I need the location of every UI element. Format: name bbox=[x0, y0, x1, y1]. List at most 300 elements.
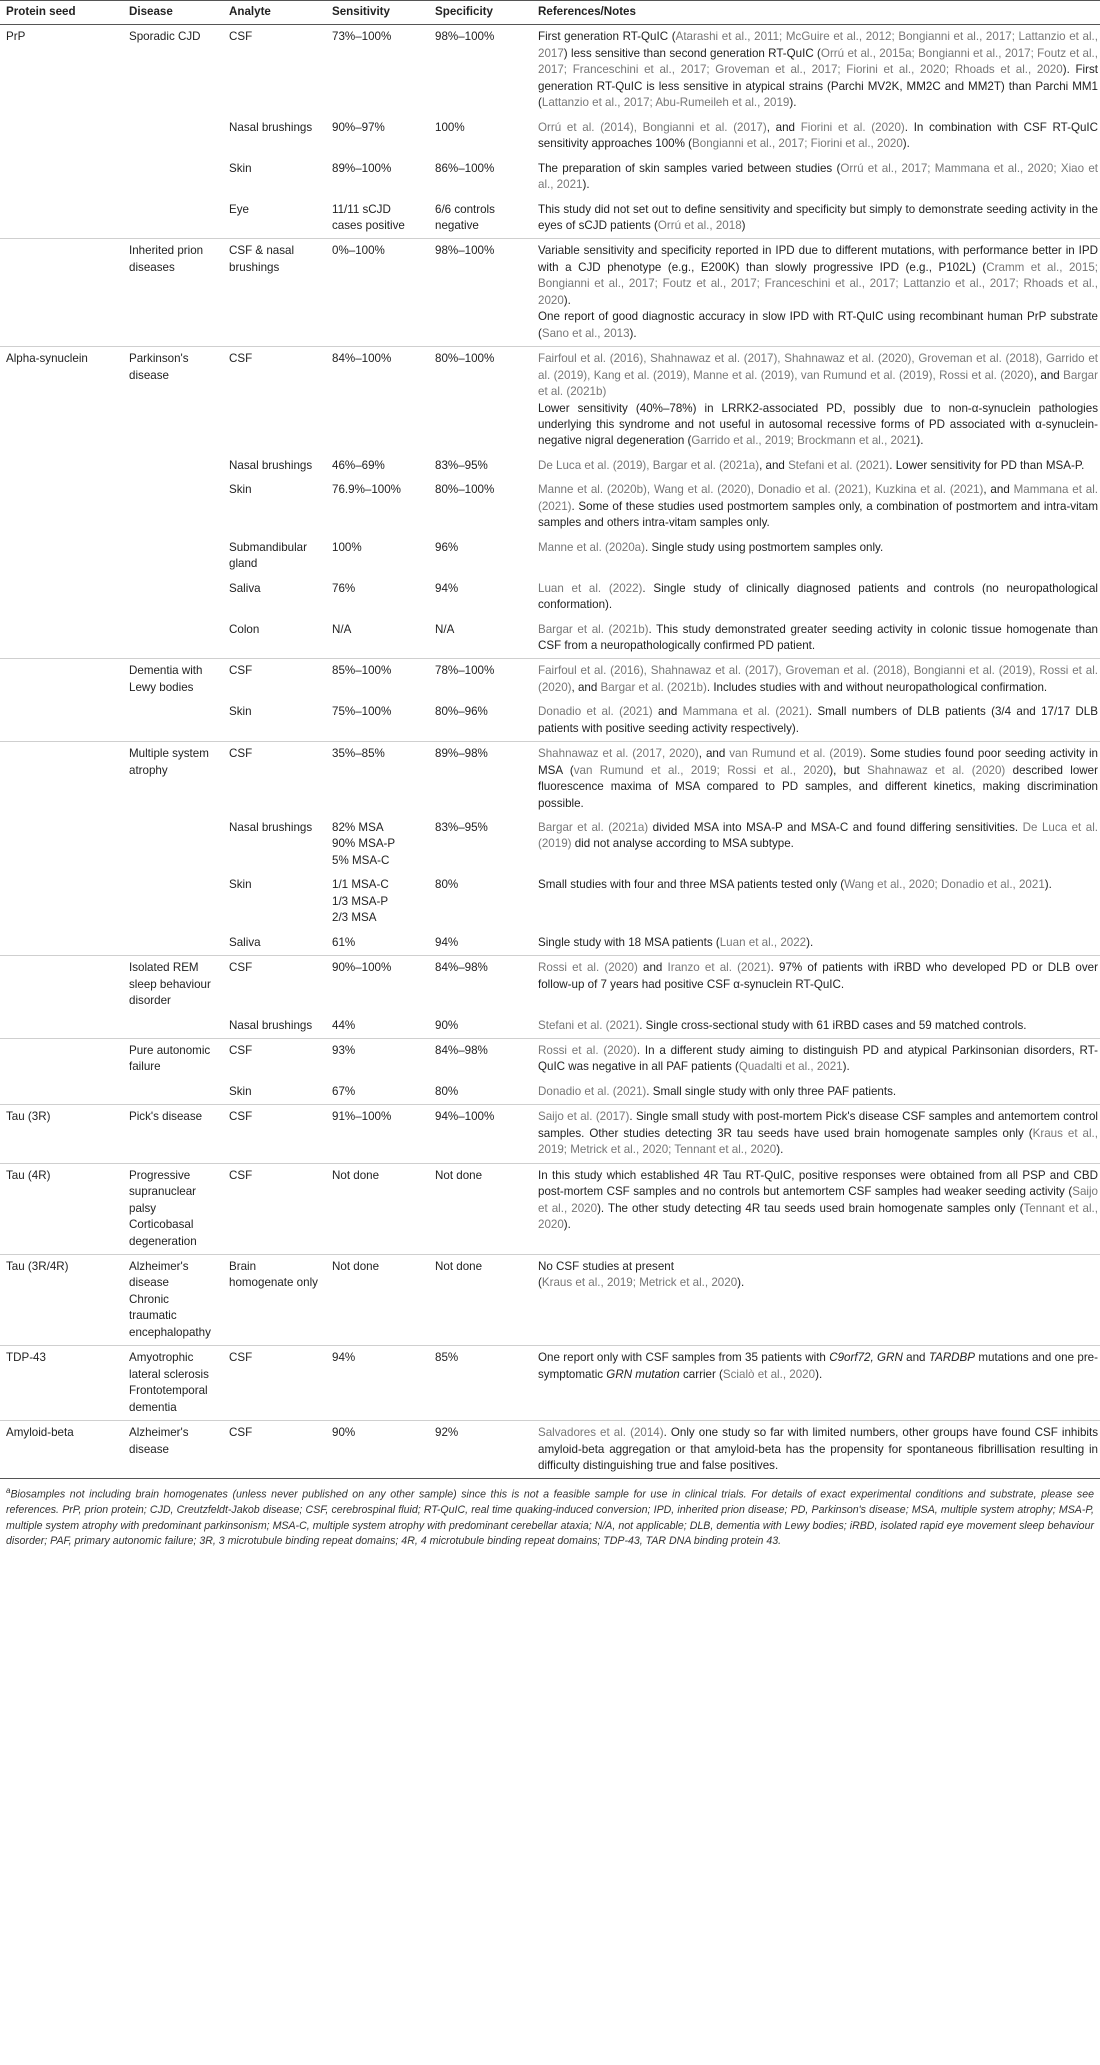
cell-analyte: Eye bbox=[229, 202, 249, 216]
cell-sensitivity: 90%–100% bbox=[326, 956, 429, 1014]
note-text: Small studies with four and three MSA patients tested only ( bbox=[538, 878, 845, 892]
cell-sensitivity: 100% bbox=[332, 540, 362, 554]
reference-citation: Rossi et al. (2020) bbox=[538, 1044, 637, 1058]
cell-specificity: Not done bbox=[429, 1255, 532, 1346]
cell-protein-seed bbox=[0, 577, 123, 618]
cell-protein-seed bbox=[0, 1039, 123, 1080]
cell-specificity: 83%–95% bbox=[435, 458, 488, 472]
note-text: ). bbox=[815, 1367, 823, 1381]
cell-disease: Sporadic CJD bbox=[129, 30, 201, 44]
cell-specificity: 84%–98% bbox=[429, 956, 532, 1014]
cell-notes bbox=[532, 347, 1100, 454]
table-row bbox=[0, 1163, 1100, 1254]
cell-sensitivity: 82% MSA 90% MSA-P 5% MSA-C bbox=[332, 821, 396, 867]
reference-citation: Orrú et al. (2014), Bongianni et al. (2017) bbox=[538, 120, 767, 134]
note-text: . 97% of patients with iRBD who developed PD or DLB over follow-up of 7 years had positive CSF α-synuclein RT-QuIC. bbox=[538, 961, 1098, 991]
cell-analyte: CSF bbox=[223, 742, 326, 816]
note-text: ). bbox=[842, 1060, 850, 1074]
note-text: ). bbox=[563, 1218, 571, 1232]
table-row bbox=[0, 478, 1100, 535]
cell-analyte: Submandibular gland bbox=[229, 540, 307, 571]
cell-disease bbox=[123, 577, 223, 618]
cell-disease bbox=[123, 1080, 223, 1105]
cell-disease: Pure autonomic failure bbox=[123, 1039, 223, 1080]
reference-citation: van Rumund et al. (2019) bbox=[729, 747, 863, 761]
cell-analyte: Nasal brushings bbox=[229, 1018, 313, 1032]
note-text: . Only one study so far with limited numbers, other groups have found CSF inhibits amyloid-beta aggregation or that amyloid-beta has the propensity for spontaneous fibrillisation resulting in difficulty distinguishing true and false positives. bbox=[538, 1426, 1098, 1472]
cell-disease bbox=[123, 157, 223, 198]
note-text: GRN mutation bbox=[606, 1367, 680, 1381]
table-row bbox=[0, 659, 1100, 700]
cell-disease: Isolated REM sleep behaviour disorder bbox=[123, 956, 223, 1014]
cell-specificity: 94% bbox=[435, 935, 459, 949]
cell-notes bbox=[532, 25, 1100, 116]
cell-specificity: 6/6 controls negative bbox=[435, 202, 495, 232]
note-text: described lower fluorescence maxima of MSA compared to PD samples, and different kinetics, making discrimination possible. bbox=[538, 763, 1098, 810]
reference-citation: Bongianni et al., 2017; Fiorini et al., 2020 bbox=[692, 137, 903, 151]
cell-sensitivity: 73%–100% bbox=[332, 30, 392, 44]
cell-disease bbox=[123, 536, 223, 577]
note-text: One report only with CSF samples from 35 patients with bbox=[538, 1351, 830, 1365]
reference-citation: Iranzo et al. (2021) bbox=[667, 961, 771, 975]
reference-citation: Stefani et al. (2021) bbox=[538, 1018, 640, 1032]
cell-disease bbox=[123, 116, 223, 157]
table-row bbox=[0, 1105, 1100, 1163]
reference-citation: Atarashi et al., 2011; McGuire et al., 2012; Bongianni et al., 2017; Lattanzio et al., 2017 bbox=[538, 30, 1098, 60]
note-text: . Lower sensitivity for PD than MSA-P. bbox=[889, 458, 1085, 472]
cell-notes bbox=[532, 157, 1100, 198]
note-text: In this study which established 4R Tau RT-QuIC, positive responses were obtained from all PSP and CBD post-mortem CSF samples and no controls but antemortem CSF samples had weaker seeding activity ( bbox=[538, 1168, 1098, 1199]
cell-specificity: Not done bbox=[429, 1163, 532, 1254]
reference-citation: Shahnawaz et al. (2020) bbox=[867, 763, 1006, 777]
cell-sensitivity: 85%–100% bbox=[326, 659, 429, 700]
note-text: ) less sensitive than second generation RT-QuIC ( bbox=[563, 46, 821, 60]
table-row bbox=[0, 454, 1100, 478]
note-text: ). bbox=[789, 96, 797, 110]
cell-disease bbox=[123, 931, 223, 956]
cell-disease: Inherited prion diseases bbox=[123, 239, 223, 347]
note-text: and bbox=[902, 1351, 929, 1365]
reference-citation: Saijo et al. (2017) bbox=[538, 1110, 630, 1124]
reference-citation: Luan et al., 2022 bbox=[719, 935, 807, 949]
note-text: ). bbox=[806, 935, 814, 949]
table-row bbox=[0, 1039, 1100, 1080]
note-text: mutations and one pre-symptomatic bbox=[538, 1351, 1098, 1381]
table-row bbox=[0, 536, 1100, 577]
cell-analyte: Skin bbox=[229, 161, 252, 175]
cell-disease bbox=[123, 618, 223, 659]
reference-citation: Bargar et al. (2021b) bbox=[538, 622, 649, 636]
cell-notes bbox=[532, 536, 1100, 577]
note-text: . Small single study with only three PAF patients. bbox=[646, 1084, 897, 1098]
note-text: divided MSA into MSA-P and MSA-C and found differing sensitivities. bbox=[648, 821, 1023, 835]
cell-analyte: Skin bbox=[229, 878, 252, 892]
cell-notes bbox=[532, 742, 1100, 816]
note-text: . Includes studies with and without neuropathological confirmation. bbox=[706, 680, 1048, 694]
cell-disease: Alzheimer's disease bbox=[123, 1421, 223, 1479]
cell-protein-seed bbox=[0, 700, 123, 741]
cell-specificity: 80% bbox=[435, 878, 459, 892]
cell-specificity: 89%–98% bbox=[429, 742, 532, 816]
cell-protein-seed: TDP-43 bbox=[0, 1346, 123, 1421]
cell-specificity: 94%–100% bbox=[429, 1105, 532, 1163]
cell-specificity: 80% bbox=[435, 1084, 459, 1098]
note-text: . Single cross-sectional study with 61 iRBD cases and 59 matched controls. bbox=[639, 1018, 1027, 1032]
note-text: ). bbox=[916, 434, 924, 448]
note-text: . In a different study aiming to distinguish PD and atypical Parkinsonian disorders, RT-QuIC was negative in all PAF patients ( bbox=[538, 1044, 1098, 1074]
note-text: One report of good diagnostic accuracy in slow IPD with RT-QuIC using recombinant human PrP substrate ( bbox=[538, 310, 1098, 340]
cell-notes bbox=[532, 454, 1100, 478]
cell-protein-seed bbox=[0, 742, 123, 816]
reference-citation: Quadalti et al., 2021 bbox=[738, 1060, 843, 1074]
cell-analyte: CSF bbox=[223, 1163, 326, 1254]
cell-specificity: 98%–100% bbox=[435, 30, 495, 44]
cell-analyte: CSF bbox=[223, 1421, 326, 1479]
cell-protein-seed bbox=[0, 659, 123, 700]
cell-sensitivity: 90% bbox=[326, 1421, 429, 1479]
cell-protein-seed bbox=[0, 454, 123, 478]
note-text: ). bbox=[563, 293, 571, 307]
cell-analyte: Skin bbox=[229, 1084, 252, 1098]
cell-notes bbox=[532, 116, 1100, 157]
cell-protein-seed: Alpha-synuclein bbox=[0, 347, 123, 454]
note-text: No CSF studies at present bbox=[538, 1260, 674, 1273]
note-text: TARDBP bbox=[928, 1351, 976, 1365]
cell-protein-seed bbox=[0, 239, 123, 347]
cell-protein-seed bbox=[0, 873, 123, 930]
reference-citation: Bargar et al. (2021b) bbox=[600, 680, 707, 694]
reference-citation: Orrú et al., 2018 bbox=[657, 218, 742, 232]
cell-specificity: 96% bbox=[435, 540, 459, 554]
cell-protein-seed bbox=[0, 1014, 123, 1039]
table-row bbox=[0, 25, 1100, 116]
cell-sensitivity: 44% bbox=[332, 1018, 356, 1032]
cell-analyte: Brain homogenate only bbox=[223, 1255, 326, 1346]
note-text: . Single study using postmortem samples only. bbox=[645, 540, 884, 554]
cell-sensitivity: 67% bbox=[332, 1084, 356, 1098]
table-row bbox=[0, 1346, 1100, 1421]
cell-analyte: CSF bbox=[223, 956, 326, 1014]
reference-citation: Manne et al. (2020a) bbox=[538, 540, 645, 554]
cell-specificity: 86%–100% bbox=[435, 161, 495, 175]
cell-notes bbox=[532, 700, 1100, 741]
cell-disease: Parkinson's disease bbox=[123, 347, 223, 454]
reference-citation: Bargar et al. (2021a) bbox=[538, 821, 649, 835]
reference-citation: Saijo et al., 2020 bbox=[538, 1185, 1098, 1215]
cell-analyte: Skin bbox=[229, 483, 252, 497]
reference-citation: Rossi et al. (2020) bbox=[538, 961, 638, 975]
cell-specificity: 84%–98% bbox=[429, 1039, 532, 1080]
reference-citation: Cramm et al., 2015; Bongianni et al., 2017; Foutz et al., 2017; Franceschini et al., 2017; Lattanzio et al., 2017; Rhoads et al., 2020 bbox=[538, 260, 1098, 307]
cell-protein-seed bbox=[0, 478, 123, 535]
reference-citation: Orrú et al., 2015a; Bongianni et al., 2017; Foutz et al., 2017; Franceschini et al., 2017; Groveman et al., 2017; Fiorini et al., 2020; Rhoads et al., 2020 bbox=[538, 46, 1098, 77]
table-row bbox=[0, 1255, 1100, 1346]
note-text: Lower sensitivity (40%–78%) in LRRK2-associated PD, possibly due to non-α-synuclein pathologies underlying this syndrome and not useful in autosomal recessive forms of PD associated with α-synuclein-negative nigral degeneration ( bbox=[538, 401, 1098, 448]
reference-citation: Fiorini et al. (2020) bbox=[800, 120, 905, 134]
note-text: ). bbox=[737, 1276, 745, 1290]
cell-notes bbox=[532, 1255, 1100, 1346]
note-text: The preparation of skin samples varied between studies ( bbox=[538, 161, 841, 175]
cell-disease: Progressive supranuclear palsy Corticobasal degeneration bbox=[123, 1163, 223, 1254]
table-row bbox=[0, 1080, 1100, 1105]
reference-citation: van Rumund et al., 2019; Rossi et al., 2020 bbox=[573, 763, 830, 777]
cell-specificity: 92% bbox=[429, 1421, 532, 1479]
note-text: ) bbox=[741, 218, 746, 232]
note-text: . Some studies found poor seeding activity in MSA ( bbox=[538, 747, 1098, 777]
cell-analyte: CSF bbox=[223, 1346, 326, 1421]
cell-disease bbox=[123, 873, 223, 930]
note-text: ). First generation RT-QuIC is less sensitive in atypical strains (Parchi MV2K, MM2C and MM2T) than Parchi MM1 ( bbox=[538, 63, 1099, 110]
note-text: ( bbox=[538, 1276, 542, 1290]
cell-sensitivity: 91%–100% bbox=[326, 1105, 429, 1163]
table-row bbox=[0, 347, 1100, 454]
note-text: and bbox=[652, 705, 683, 719]
table-row bbox=[0, 700, 1100, 741]
cell-notes bbox=[532, 873, 1100, 930]
cell-analyte: Saliva bbox=[229, 935, 261, 949]
cell-sensitivity: 89%–100% bbox=[332, 161, 392, 175]
reference-citation: Donadio et al. (2021) bbox=[538, 705, 653, 719]
note-text: . Single small study with post-mortem Pick's disease CSF samples and antemortem control samples. Other studies detecting 3R tau seeds have used brain homogenate samples only ( bbox=[538, 1110, 1098, 1140]
note-text: , and bbox=[1033, 368, 1064, 382]
footnote-text: Biosamples not including brain homogenates (unless never published on any other sample) since this is not a feasible sample for use in clinical trials. For details of exact experimental conditions and substrate, please see references. PrP, prion protein; CJD, Creutzfeldt-Jakob disease; CSF, cerebrospinal fluid; RT-QuIC, real time quaking-induced conversion; IPD, inherited prion disease; PD, Parkinson's disease; MSA, multiple system atrophy; MSA-P, multiple system atrophy with predominant parkinsonism; MSA-C, multiple system atrophy with predominant cerebellar ataxia; N/A, not applicable; DLB, dementia with Lewy bodies; iRBD, isolated rapid eye movement sleep behaviour disorder; PAF, primary autonomic failure; 3R, 3 microtubule binding repeat domains; 4R, 4 microtubule binding repeat domains; TDP-43, TAR DNA binding protein 43. bbox=[6, 1488, 1094, 1548]
cell-disease bbox=[123, 816, 223, 873]
cell-analyte: Saliva bbox=[229, 581, 261, 595]
reference-citation: Kraus et al., 2019; Metrick et al., 2020 bbox=[541, 1276, 738, 1290]
note-text: ). bbox=[902, 137, 910, 151]
table-body bbox=[0, 25, 1100, 1479]
cell-specificity: 80%–96% bbox=[435, 705, 488, 719]
cell-sensitivity: 93% bbox=[326, 1039, 429, 1080]
footnote-mark: a bbox=[6, 1486, 11, 1496]
reference-citation: Fairfoul et al. (2016), Shahnawaz et al. (2017), Shahnawaz et al. (2020), Groveman et al. (2018), Garrido et al. (2019), Kang et al. (2019), Manne et al. (2019), van Rumund et al. (2019), Rossi et al. (2020) bbox=[538, 352, 1098, 382]
cell-specificity: 98%–100% bbox=[429, 239, 532, 347]
table-row bbox=[0, 198, 1100, 239]
table-footnote bbox=[0, 1479, 1100, 1549]
cell-analyte: CSF bbox=[223, 347, 326, 454]
cell-protein-seed bbox=[0, 157, 123, 198]
note-text: did not analyse according to MSA subtype. bbox=[571, 837, 794, 851]
cell-notes bbox=[532, 659, 1100, 700]
cell-protein-seed bbox=[0, 116, 123, 157]
reference-citation: Shahnawaz et al. (2017, 2020) bbox=[538, 747, 699, 761]
cell-specificity: N/A bbox=[435, 622, 455, 636]
cell-protein-seed: PrP bbox=[6, 30, 26, 44]
reference-citation: Tennant et al., 2020 bbox=[538, 1201, 1098, 1232]
note-text: C9orf72, GRN bbox=[829, 1351, 903, 1365]
cell-sensitivity: 94% bbox=[326, 1346, 429, 1421]
note-text: Single study with 18 MSA patients ( bbox=[538, 935, 720, 949]
table-row bbox=[0, 577, 1100, 618]
cell-sensitivity: 75%–100% bbox=[332, 705, 392, 719]
cell-specificity: 100% bbox=[435, 120, 465, 134]
cell-sensitivity: 84%–100% bbox=[326, 347, 429, 454]
note-text: . In combination with CSF RT-QuIC sensitivity approaches 100% ( bbox=[538, 120, 1099, 151]
note-text: , and bbox=[766, 120, 801, 134]
cell-protein-seed bbox=[0, 618, 123, 659]
cell-specificity: 94% bbox=[435, 581, 459, 595]
note-text: carrier ( bbox=[679, 1367, 723, 1381]
cell-disease bbox=[123, 198, 223, 239]
cell-analyte: Colon bbox=[229, 622, 260, 636]
cell-analyte: CSF bbox=[223, 659, 326, 700]
cell-analyte: CSF bbox=[223, 1105, 326, 1163]
cell-disease: Pick's disease bbox=[123, 1105, 223, 1163]
cell-protein-seed: Tau (3R/4R) bbox=[0, 1255, 123, 1346]
cell-protein-seed bbox=[0, 931, 123, 956]
reference-citation: Kraus et al., 2019; Metrick et al., 2020; Tennant et al., 2020 bbox=[538, 1126, 1098, 1157]
cell-specificity: 85% bbox=[429, 1346, 532, 1421]
reference-citation: Luan et al. (2022) bbox=[538, 581, 643, 595]
cell-disease: Amyotrophic lateral sclerosis Frontotemporal dementia bbox=[123, 1346, 223, 1421]
note-text: This study did not set out to define sensitivity and specificity but simply to demonstrate seeding activity in the eyes of sCJD patients ( bbox=[538, 202, 1098, 232]
cell-protein-seed: Tau (4R) bbox=[0, 1163, 123, 1254]
cell-notes bbox=[532, 1163, 1100, 1254]
cell-analyte: Nasal brushings bbox=[229, 821, 313, 835]
cell-disease: Alzheimer's disease Chronic traumatic encephalopathy bbox=[123, 1255, 223, 1346]
cell-protein-seed bbox=[0, 198, 123, 239]
header-references-notes: References/Notes bbox=[532, 1, 1100, 25]
note-text: , and bbox=[983, 483, 1014, 497]
note-text: First generation RT-QuIC ( bbox=[538, 30, 676, 44]
note-text: . Single study of clinically diagnosed patients and controls (no neuropathological conformation). bbox=[538, 581, 1098, 612]
table-header bbox=[0, 1, 1100, 25]
reference-citation: De Luca et al. (2019) bbox=[538, 821, 1099, 851]
cell-sensitivity: N/A bbox=[332, 622, 352, 636]
cell-analyte: Nasal brushings bbox=[229, 120, 313, 134]
reference-citation: Bargar et al. (2021b) bbox=[538, 368, 1098, 399]
reference-citation: Mammana et al. (2021) bbox=[538, 483, 1099, 513]
reference-citation: Donadio et al. (2021) bbox=[538, 1084, 647, 1098]
reference-citation: De Luca et al. (2019), Bargar et al. (2021a) bbox=[538, 458, 760, 472]
header-specificity: Specificity bbox=[429, 1, 532, 25]
cell-analyte: CSF & nasal brushings bbox=[223, 239, 326, 347]
note-text: . This study demonstrated greater seeding activity in colonic tissue homogenate than CSF from a neuropathologically confirmed PD patient. bbox=[538, 622, 1098, 652]
reference-citation: Scialò et al., 2020 bbox=[722, 1367, 816, 1381]
reference-citation: Sano et al., 2013 bbox=[541, 326, 630, 340]
cell-sensitivity: Not done bbox=[326, 1163, 429, 1254]
header-row bbox=[0, 1, 1100, 25]
cell-notes bbox=[532, 956, 1100, 1014]
cell-notes bbox=[532, 931, 1100, 956]
cell-protein-seed bbox=[0, 536, 123, 577]
cell-disease bbox=[123, 1014, 223, 1039]
header-analyte: Analyte bbox=[223, 1, 326, 25]
cell-analyte: CSF bbox=[229, 30, 253, 44]
table-row bbox=[0, 1014, 1100, 1039]
table-row bbox=[0, 742, 1100, 816]
cell-protein-seed: Tau (3R) bbox=[0, 1105, 123, 1163]
cell-protein-seed bbox=[0, 816, 123, 873]
note-text: , and bbox=[571, 680, 601, 694]
cell-notes bbox=[532, 577, 1100, 618]
cell-sensitivity: 35%–85% bbox=[326, 742, 429, 816]
cell-notes bbox=[532, 198, 1100, 239]
cell-specificity: 83%–95% bbox=[435, 821, 488, 835]
cell-sensitivity: 0%–100% bbox=[326, 239, 429, 347]
cell-notes bbox=[532, 1080, 1100, 1105]
note-text: ). bbox=[776, 1143, 784, 1157]
cell-sensitivity: 11/11 sCJD cases positive bbox=[332, 202, 405, 232]
cell-protein-seed: Amyloid-beta bbox=[0, 1421, 123, 1479]
cell-disease bbox=[123, 478, 223, 535]
note-text: and bbox=[637, 961, 668, 975]
cell-disease: Dementia with Lewy bodies bbox=[123, 659, 223, 700]
cell-notes bbox=[532, 1014, 1100, 1039]
note-text: ). bbox=[1044, 878, 1052, 892]
cell-sensitivity: 76% bbox=[332, 581, 356, 595]
cell-notes bbox=[532, 239, 1100, 347]
cell-specificity: 80%–100% bbox=[429, 347, 532, 454]
cell-disease bbox=[123, 700, 223, 741]
cell-specificity: 80%–100% bbox=[435, 483, 495, 497]
reference-citation: Lattanzio et al., 2017; Abu-Rumeileh et al., 2019 bbox=[541, 96, 790, 110]
table-row bbox=[0, 239, 1100, 347]
cell-protein-seed bbox=[0, 1080, 123, 1105]
note-text: , and bbox=[698, 747, 730, 761]
table-row bbox=[0, 873, 1100, 930]
table-row bbox=[0, 1421, 1100, 1479]
cell-disease: Multiple system atrophy bbox=[123, 742, 223, 816]
cell-analyte: Skin bbox=[229, 705, 252, 719]
table-row bbox=[0, 816, 1100, 873]
cell-sensitivity: 90%–97% bbox=[332, 120, 385, 134]
cell-disease bbox=[123, 454, 223, 478]
cell-protein-seed bbox=[0, 956, 123, 1014]
cell-sensitivity: Not done bbox=[326, 1255, 429, 1346]
cell-sensitivity: 61% bbox=[332, 935, 356, 949]
cell-analyte: Nasal brushings bbox=[229, 458, 313, 472]
cell-notes bbox=[532, 1105, 1100, 1163]
cell-analyte: CSF bbox=[223, 1039, 326, 1080]
cell-notes bbox=[532, 1346, 1100, 1421]
cell-sensitivity: 1/1 MSA-C 1/3 MSA-P 2/3 MSA bbox=[332, 878, 389, 925]
note-text: , and bbox=[759, 458, 789, 472]
table-row bbox=[0, 618, 1100, 659]
reference-citation: Mammana et al. (2021) bbox=[682, 705, 809, 719]
cell-notes bbox=[532, 1421, 1100, 1479]
reference-citation: Salvadores et al. (2014) bbox=[538, 1426, 664, 1440]
table-row bbox=[0, 157, 1100, 198]
note-text: ). bbox=[582, 178, 590, 192]
reference-citation: Orrú et al., 2017; Mammana et al., 2020; Xiao et al., 2021 bbox=[538, 161, 1098, 192]
reference-citation: Fairfoul et al. (2016), Shahnawaz et al. (2017), Groveman et al. (2018), Bongianni et al. (2019), Rossi et al. (2020) bbox=[538, 664, 1098, 694]
cell-notes bbox=[532, 1039, 1100, 1080]
reference-citation: Wang et al., 2020; Donadio et al., 2021 bbox=[844, 878, 1045, 892]
note-text: ). bbox=[629, 326, 637, 340]
header-protein-seed: Protein seed bbox=[0, 1, 123, 25]
note-text: . Small numbers of DLB patients (3/4 and 17/17 DLB patients with positive seeding activity respectively). bbox=[538, 705, 1098, 735]
table-row bbox=[0, 956, 1100, 1014]
header-disease: Disease bbox=[123, 1, 223, 25]
cell-notes bbox=[532, 478, 1100, 535]
reference-citation: Manne et al. (2020b), Wang et al. (2020), Donadio et al. (2021), Kuzkina et al. (2021) bbox=[538, 483, 984, 497]
cell-sensitivity: 76.9%–100% bbox=[332, 483, 401, 497]
cell-notes bbox=[532, 816, 1100, 873]
reference-citation: Stefani et al. (2021) bbox=[788, 458, 890, 472]
cell-notes bbox=[532, 618, 1100, 659]
table-row bbox=[0, 116, 1100, 157]
note-text: . Some of these studies used postmortem samples only, a combination of postmortem and intra-vitam samples and others intra-vitam samples only. bbox=[538, 499, 1098, 530]
header-sensitivity: Sensitivity bbox=[326, 1, 429, 25]
table-row bbox=[0, 931, 1100, 956]
note-text: ). The other study detecting 4R tau seeds used brain homogenate samples only ( bbox=[597, 1201, 1024, 1215]
reference-citation: Garrido et al., 2019; Brockmann et al., 2021 bbox=[691, 434, 917, 448]
cell-specificity: 78%–100% bbox=[429, 659, 532, 700]
cell-sensitivity: 46%–69% bbox=[332, 458, 385, 472]
cell-specificity: 90% bbox=[435, 1018, 459, 1032]
note-text: ), but bbox=[829, 763, 868, 777]
